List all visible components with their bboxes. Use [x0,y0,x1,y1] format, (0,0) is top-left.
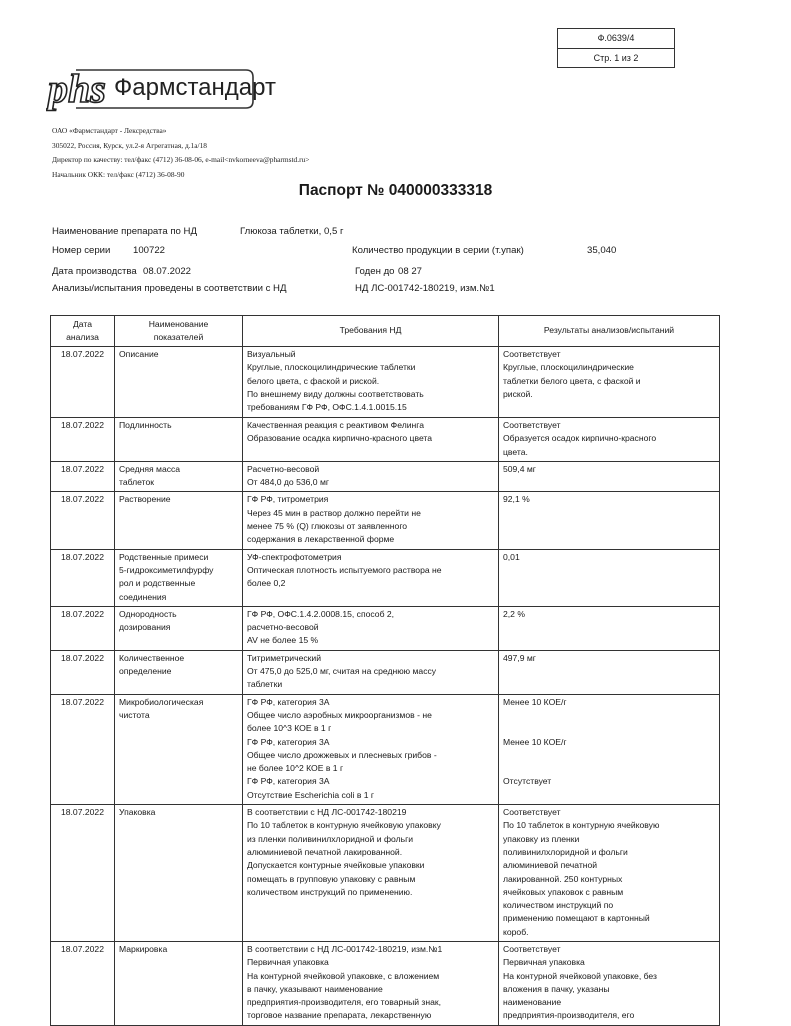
drug-name-label: Наименование препарата по НД [52,226,197,237]
table-row [51,461,720,492]
row-indicator: Средняя масса таблеток [115,461,243,492]
row-requirement: УФ-спектрофотометрия Оптическая плотность испытуемого раствора не более 0,2 [243,549,499,606]
quantity-label: Количество продукции в серии (т.упак) [352,245,524,256]
row-date: 18.07.2022 [51,492,115,549]
series-label: Номер серии [52,245,111,256]
row-requirement: ГФ РФ, ОФС.1.4.2.0008.15, способ 2, расчетно-весовой AV не более 15 % [243,606,499,650]
row-requirement: Титриметрический От 475,0 до 525,0 мг, считая на среднюю массу таблетки [243,650,499,694]
company-logo [46,66,276,112]
logo-name: Фармстандарт [114,74,276,101]
row-indicator: Подлинность [115,418,243,462]
row-result: 497,9 мг [499,650,720,694]
header-requirements: Требования НД [243,316,499,347]
analysis-table [50,315,720,1026]
valid-until-value: 08 27 [398,266,423,277]
header-results: Результаты анализов/испытаний [499,316,720,347]
row-date: 18.07.2022 [51,694,115,804]
row-date: 18.07.2022 [51,606,115,650]
row-date: 18.07.2022 [51,941,115,1025]
form-code-box [557,28,675,68]
valid-until-label: Годен до [355,266,395,277]
table-row [51,347,720,418]
row-indicator: Родственные примеси 5-гидроксиметилфурфу рол и родственные соединения [115,549,243,606]
row-date: 18.07.2022 [51,418,115,462]
row-result: 509,4 мг [499,461,720,492]
row-result: Соответствует Образуется осадок кирпично-красного цвета. [499,418,720,462]
row-result: Соответствует Первичная упаковка На контурной ячейковой упаковке, без вложения в пачку, указаны наименование предприятия-производителя, его [499,941,720,1025]
row-indicator: Описание [115,347,243,418]
table-row [51,805,720,942]
row-result: 0,01 [499,549,720,606]
row-indicator: Упаковка [115,805,243,942]
table-row [51,549,720,606]
company-name: ОАО «Фармстандарт - Лексредства» [52,126,167,135]
page-title: Паспорт № 040000333318 [298,182,493,199]
table-header-row [51,316,720,347]
logo-phs: phs [48,66,106,111]
row-result: 92,1 % [499,492,720,549]
table-row [51,650,720,694]
row-date: 18.07.2022 [51,805,115,942]
okk-head: Начальник ОКК: тел/факс (4712) 36-08-90 [52,169,185,179]
table-row [51,418,720,462]
row-date: 18.07.2022 [51,461,115,492]
series-value: 100722 [133,245,166,256]
row-indicator: Количественное определение [115,650,243,694]
header-indicator: Наименование показателей [115,316,243,347]
quality-director: Директор по качеству: тел/факс (4712) 36-08-06, e-mail<nvkorneeva@pharmstd.ru> [52,155,310,165]
row-requirement: В соответствии с НД ЛС-001742-180219, изм.№1 Первичная упаковка На контурной ячейковой упаковке, с вложением в пачку, указывают наименование предприятия-производителя, его товарный знак, торговое название препарата, лекарственную [243,941,499,1025]
company-info [52,124,309,182]
table-row [51,941,720,1025]
production-date-label: Дата производства [52,266,137,277]
form-code: Ф.0639/4 [558,29,674,49]
table-row [51,694,720,804]
analysis-basis-label: Анализы/испытания проведены в соответствии с НД [52,283,287,294]
row-requirement: Качественная реакция с реактивом Фелинга Образование осадка кирпично-красного цвета [243,418,499,462]
row-date: 18.07.2022 [51,549,115,606]
row-indicator: Микробиологическая чистота [115,694,243,804]
row-requirement: ГФ РФ, категория 3А Общее число аэробных микроорганизмов - не более 10^3 КОЕ в 1 г ГФ РФ, категория 3А Общее число дрожжевых и плесневых грибов - не более 10^2 КОЕ в 1 г ГФ РФ, категория 3А Отсутствие Escherichia coli в 1 г [243,694,499,804]
row-indicator: Маркировка [115,941,243,1025]
row-indicator: Растворение [115,492,243,549]
production-date-value: 08.07.2022 [143,266,192,277]
table-row [51,492,720,549]
row-indicator: Однородность дозирования [115,606,243,650]
quantity-value: 35,040 [587,245,617,256]
row-result: Менее 10 КОЕ/г Менее 10 КОЕ/г Отсутствует [499,694,720,804]
row-result: 2,2 % [499,606,720,650]
header-date: Дата анализа [51,316,115,347]
row-requirement: ГФ РФ, титрометрия Через 45 мин в раствор должно перейти не менее 75 % (Q) глюкозы от заявленного содержания в лекарственной форме [243,492,499,549]
company-address: 305022, Россия, Курск, ул.2-я Агрегатная, д.1а/18 [52,140,207,150]
row-result: Соответствует По 10 таблеток в контурную ячейковую упаковку из пленки поливинилхлоридной и фольги алюминиевой печатной лакированной. 250 контурных ячейковых упаковок с равным количеством инструкций по применению помещают в картонный короб. [499,805,720,942]
row-requirement: В соответствии с НД ЛС-001742-180219 По 10 таблеток в контурную ячейковую упаковку из пленки поливинилхлоридной и фольги алюминиевой печатной лакированной. Допускается контурные ячейковые упаковки помещать в групповую упаковку с равным количеством инструкций по применению. [243,805,499,942]
row-date: 18.07.2022 [51,650,115,694]
analysis-basis-value: НД ЛС-001742-180219, изм.№1 [355,283,495,294]
row-date: 18.07.2022 [51,347,115,418]
row-requirement: Визуальный Круглые, плоскоцилиндрические таблетки белого цвета, с фаской и риской. По внешнему виду должны соответствовать требованиям ГФ РФ, ОФС.1.4.1.0015.15 [243,347,499,418]
table-row [51,606,720,650]
row-result: Соответствует Круглые, плоскоцилиндрические таблетки белого цвета, с фаской и риской. [499,347,720,418]
row-requirement: Расчетно-весовой От 484,0 до 536,0 мг [243,461,499,492]
page-number: Стр. 1 из 2 [593,53,639,63]
drug-name-value: Глюкоза таблетки, 0,5 г [240,226,344,237]
